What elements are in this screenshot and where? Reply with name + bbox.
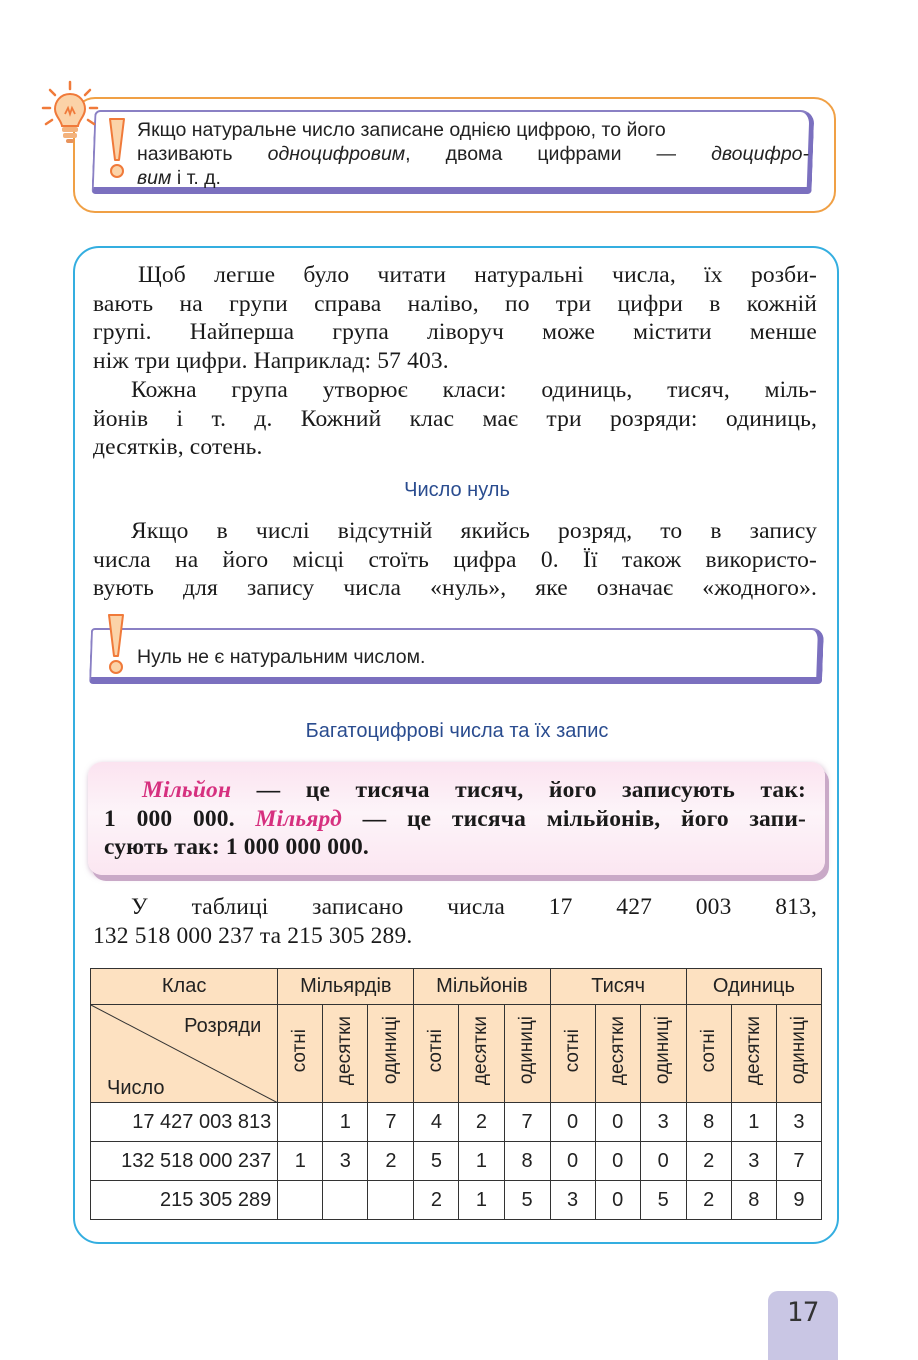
digit-cell: 3 [731,1142,776,1181]
exclamation-icon [104,116,130,180]
rank-ones: одиниці [516,1016,538,1085]
digit-cell: 3 [323,1142,368,1181]
digit-cell: 1 [459,1142,504,1181]
digit-cell: 5 [504,1181,550,1220]
digit-cell: 5 [640,1181,686,1220]
diag-label-number: Число [107,1077,165,1099]
table-row [91,1181,822,1220]
rank-hundreds: сотні [289,1028,311,1073]
digit-cell: 5 [414,1142,459,1181]
digit-cell: 3 [640,1103,686,1142]
row-number: 215 305 289 [91,1181,278,1220]
digit-cell: 1 [278,1142,323,1181]
digit-cell: 0 [550,1103,595,1142]
rank-hundreds: сотні [697,1028,719,1073]
digit-cell: 7 [504,1103,550,1142]
digit-cell: 0 [640,1142,686,1181]
diagonal-header-cell [91,1005,278,1103]
digit-cell: 3 [776,1103,821,1142]
digit-cell: 1 [323,1103,368,1142]
exclamation-icon [103,612,129,676]
digit-cell: 7 [776,1142,821,1181]
rank-tens: десятки [606,1015,628,1086]
digit-cell: 8 [504,1142,550,1181]
digit-cell [278,1181,323,1220]
class-millions: Мільйонів [414,969,550,1005]
rank-tens: десятки [470,1015,492,1086]
digit-cell: 2 [686,1142,731,1181]
table-rank-row [91,1005,822,1103]
digit-cell: 2 [459,1103,504,1142]
digit-cell: 3 [550,1181,595,1220]
digit-cell: 2 [686,1181,731,1220]
table-class-row [91,969,822,1005]
digit-cell: 0 [550,1142,595,1181]
digit-cell: 1 [459,1181,504,1220]
rank-ones: одиниці [379,1016,401,1085]
place-value-table [90,968,822,1220]
digit-cell: 0 [595,1142,640,1181]
intro-paragraph-2: Кожна група утворює класи: одиниць, тисяч, міль- йонів і т. д. Кожний клас має три розряди: одиниць, десятків, сотень. [93,377,817,460]
zero-note-text: Нуль не є натуральним числом. [137,646,426,668]
digit-cell: 8 [731,1181,776,1220]
digit-cell: 0 [595,1181,640,1220]
rank-hundreds: сотні [425,1028,447,1073]
digit-cell [323,1181,368,1220]
zero-paragraph: Якщо в числі відсутній якийсь розряд, то в запису числа на його місці стоїть цифра 0. Її також використо- вують для запису числа «нуль», яке означає «жодного». [93,518,817,601]
lightbulb-icon [40,80,100,150]
digit-cell: 0 [595,1103,640,1142]
rank-tens: десятки [742,1015,764,1086]
digit-cell: 2 [414,1181,459,1220]
class-units: Одиниць [686,969,821,1005]
rank-ones: одиниці [787,1016,809,1085]
rank-ones: одиниці [652,1016,674,1085]
diag-label-ranks: Розряди [184,1015,262,1037]
definition-text: Мільйон — це тисяча тисяч, його записують так: 1 000 000. Мільярд — це тисяча мільйонів, його запи- сують так: 1 000 000 000. [104,777,806,860]
digit-cell: 2 [368,1142,414,1181]
digit-cell [368,1181,414,1220]
rank-hundreds: сотні [561,1028,583,1073]
digit-cell [278,1103,323,1142]
table-row [91,1103,822,1142]
section-heading-multidigit: Багатоцифрові числа та їх запис [305,720,609,742]
class-thousands: Тисяч [550,969,686,1005]
intro-paragraph-1: Щоб легше було читати натуральні числа, їх розби- вають на групи справа наліво, по три цифри в кожній групі. Найперша група ліворуч може містити менше ніж три цифри. Наприклад: 57 403. [93,262,817,374]
digit-cell: 8 [686,1103,731,1142]
row-number: 17 427 003 813 [91,1103,278,1142]
table-row [91,1142,822,1181]
class-billions: Мільярдів [278,969,414,1005]
page-number: 17 [786,1297,820,1328]
table-intro: У таблиці записано числа 17 427 003 813, 132 518 000 237 та 215 305 289. [93,894,817,949]
digit-cell: 1 [731,1103,776,1142]
row-number: 132 518 000 237 [91,1142,278,1181]
section-heading-zero: Число нуль [404,479,510,501]
note-text: Якщо натуральне число записане однією цифрою, то його називають одноцифровим, двома цифрами — двоцифро- вим і т. д. [137,119,809,189]
digit-cell: 4 [414,1103,459,1142]
class-header: Клас [91,969,278,1005]
digit-cell: 9 [776,1181,821,1220]
digit-cell: 7 [368,1103,414,1142]
rank-tens: десятки [334,1015,356,1086]
